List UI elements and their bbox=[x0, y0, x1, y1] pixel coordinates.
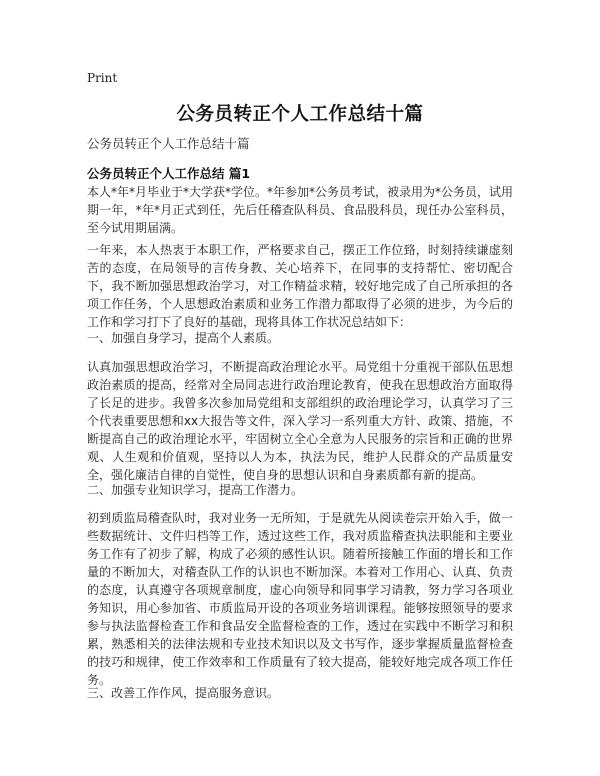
subheading-work-style: 三、改善工作作风，提高服务意识。 bbox=[87, 686, 280, 700]
paragraph-intro: 本人*年*月毕业于*大学获*学位。*年参加*公务员考试，被录用为*公务员，试用期一年，*年*月正式到任，先后任稽查队科员、食品股科员，现任办公室科员，至今试用期届满。 bbox=[87, 185, 514, 235]
page-title: 公务员转正个人工作总结十篇 bbox=[176, 104, 424, 125]
subtitle: 公务员转正个人工作总结十篇 bbox=[87, 136, 250, 151]
subheading-self-study: 一、加强自身学习，提高个人素质。 bbox=[87, 331, 280, 345]
paragraph-professional-work: 初到质监局稽查队时，我对业务一无所知，于是就先从阅读卷宗开始入手，做一些数据统计、文件归档等工作，透过这些工作，我对质监稽查执法职能和主要业务工作有了初步了解，构成了必须的感性认识。随着所接触工作面的增长和工作量的不断加大，对稽查队工作的认识也不断加深。本着对工作用心、认真、负责的态度，认真遵守各项规章制度，虚心向领导和同事学习请教，努力学习各项业务知识，用心参加省、市质监局开设的各项业务培训课程。能够按照领导的要求参与执法监督检查工作和食品安全监督检查的工作，透过在实践中不断学习和积累，熟悉相关的法律法规和专业技术知识以及文书写作，逐步掌握质量监督检查的技巧和规律，使工作效率和工作质量有了较大提高，能较好地完成各项工作任务。 bbox=[87, 511, 513, 687]
subheading-professional-study: 二、加强专业知识学习，提高工作潜力。 bbox=[87, 483, 304, 497]
section-heading: 公务员转正个人工作总结 篇1 bbox=[87, 166, 251, 181]
print-link[interactable]: Print bbox=[87, 71, 118, 85]
paragraph-political-study: 认真加强思想政治学习，不断提高政治理论水平。局党组十分重视干部队伍思想政治素质的提高，经常对全局同志进行政治理论教育，使我在思想政治方面取得了长足的进步。我曾多次参加局党组和支部组织的政治理论学习，认真学习了三个代表重要思想和xx大报告等文件，深入学习一系列重大方针、政策、措施，不断提高自己的政治理论水平，牢固树立全心全意为人民服务的宗旨和正确的世界观、人生观和价值观，坚持以人为本，执法为民，维护人民群众的产品质量安全，强化廉洁自律的自觉性，使自身的思想认识和自身素质都有新的提高。 bbox=[87, 360, 513, 482]
paragraph-overview: 一年来，本人热衷于本职工作，严格要求自己，摆正工作位臵，时刻持续谦虚刻苦的态度，在局领导的言传身教、关心培养下，在同事的支持帮忙、密切配合下，我不断加强思想政治学习，对工作精益求精，较好地完成了自己所承担的各项工作任务，个人思想政治素质和业务工作潜力都取得了必须的进步，为今后的工作和学习打下了良好的基础，现将具体工作状况总结如下： bbox=[87, 243, 513, 329]
